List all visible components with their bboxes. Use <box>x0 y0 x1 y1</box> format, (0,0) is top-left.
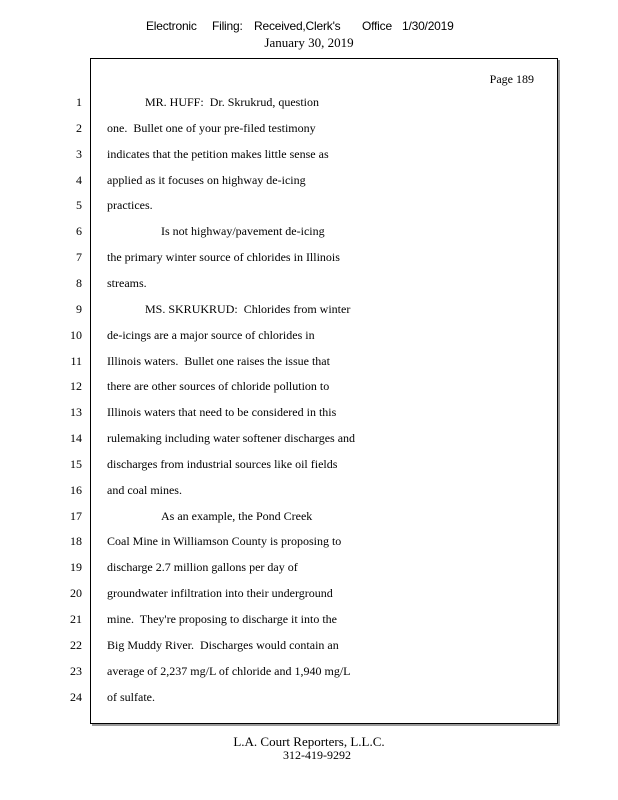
line-text: there are other sources of chloride pollution to <box>107 379 330 393</box>
line-number: 8 <box>76 276 82 290</box>
line-number: 20 <box>70 586 82 600</box>
stamp-word-received: Received,Clerk's <box>254 19 341 33</box>
line-number: 21 <box>70 612 82 626</box>
line-text: Illinois waters. Bullet one raises the issue that <box>107 354 330 368</box>
line-number: 19 <box>70 560 82 574</box>
line-number: 16 <box>70 483 82 497</box>
stamp-word-filing: Filing: <box>212 19 243 33</box>
line-text: of sulfate. <box>107 690 155 704</box>
line-text: Illinois waters that need to be considered in this <box>107 405 337 419</box>
page-number: Page 189 <box>489 72 534 86</box>
line-text: MS. SKRUKRUD: Chlorides from winter <box>145 302 351 316</box>
line-text: discharge 2.7 million gallons per day of <box>107 560 298 574</box>
line-number: 3 <box>76 147 82 161</box>
line-number: 22 <box>70 638 82 652</box>
line-text: one. Bullet one of your pre-filed testimony <box>107 121 316 135</box>
line-number: 24 <box>70 690 82 704</box>
line-number: 7 <box>76 250 82 264</box>
line-text: indicates that the petition makes little sense as <box>107 147 329 161</box>
line-text: groundwater infiltration into their underground <box>107 586 333 600</box>
line-text: Is not highway/pavement de-icing <box>161 224 325 238</box>
stamp-word-office: Office <box>362 19 392 33</box>
line-text: Big Muddy River. Discharges would contain an <box>107 638 339 652</box>
line-text: discharges from industrial sources like oil fields <box>107 457 338 471</box>
line-text: Coal Mine in Williamson County is proposing to <box>107 534 342 548</box>
line-text: and coal mines. <box>107 483 182 497</box>
stamp-date: 1/30/2019 <box>402 19 454 33</box>
line-text: the primary winter source of chlorides in Illinois <box>107 250 340 264</box>
line-number: 5 <box>76 198 82 212</box>
line-text: de-icings are a major source of chlorides in <box>107 328 315 342</box>
court-reporter-phone: 312-419-9292 <box>283 748 351 762</box>
line-number: 23 <box>70 664 82 678</box>
line-number: 10 <box>70 328 82 342</box>
line-text: mine. They're proposing to discharge it into the <box>107 612 338 626</box>
court-reporter-name: L.A. Court Reporters, L.L.C. <box>233 734 385 749</box>
line-number: 18 <box>70 534 82 548</box>
line-number: 1 <box>76 95 82 109</box>
line-text: MR. HUFF: Dr. Skrukrud, question <box>145 95 320 109</box>
line-number: 11 <box>70 354 82 368</box>
line-number: 17 <box>70 509 82 523</box>
line-text: streams. <box>107 276 147 290</box>
line-number: 2 <box>76 121 82 135</box>
line-text: practices. <box>107 198 153 212</box>
line-number: 15 <box>70 457 82 471</box>
line-text: applied as it focuses on highway de-icing <box>107 173 306 187</box>
line-number: 12 <box>70 379 82 393</box>
line-number: 14 <box>70 431 82 445</box>
line-number: 4 <box>76 173 82 187</box>
line-text: rulemaking including water softener discharges and <box>107 431 356 445</box>
transcript-date: January 30, 2019 <box>264 35 354 50</box>
line-number: 13 <box>70 405 82 419</box>
line-number: 6 <box>76 224 82 238</box>
line-text: As an example, the Pond Creek <box>161 509 313 523</box>
line-text: average of 2,237 mg/L of chloride and 1,940 mg/L <box>107 664 351 678</box>
stamp-word-electronic: Electronic <box>146 19 197 33</box>
line-number: 9 <box>76 302 82 316</box>
